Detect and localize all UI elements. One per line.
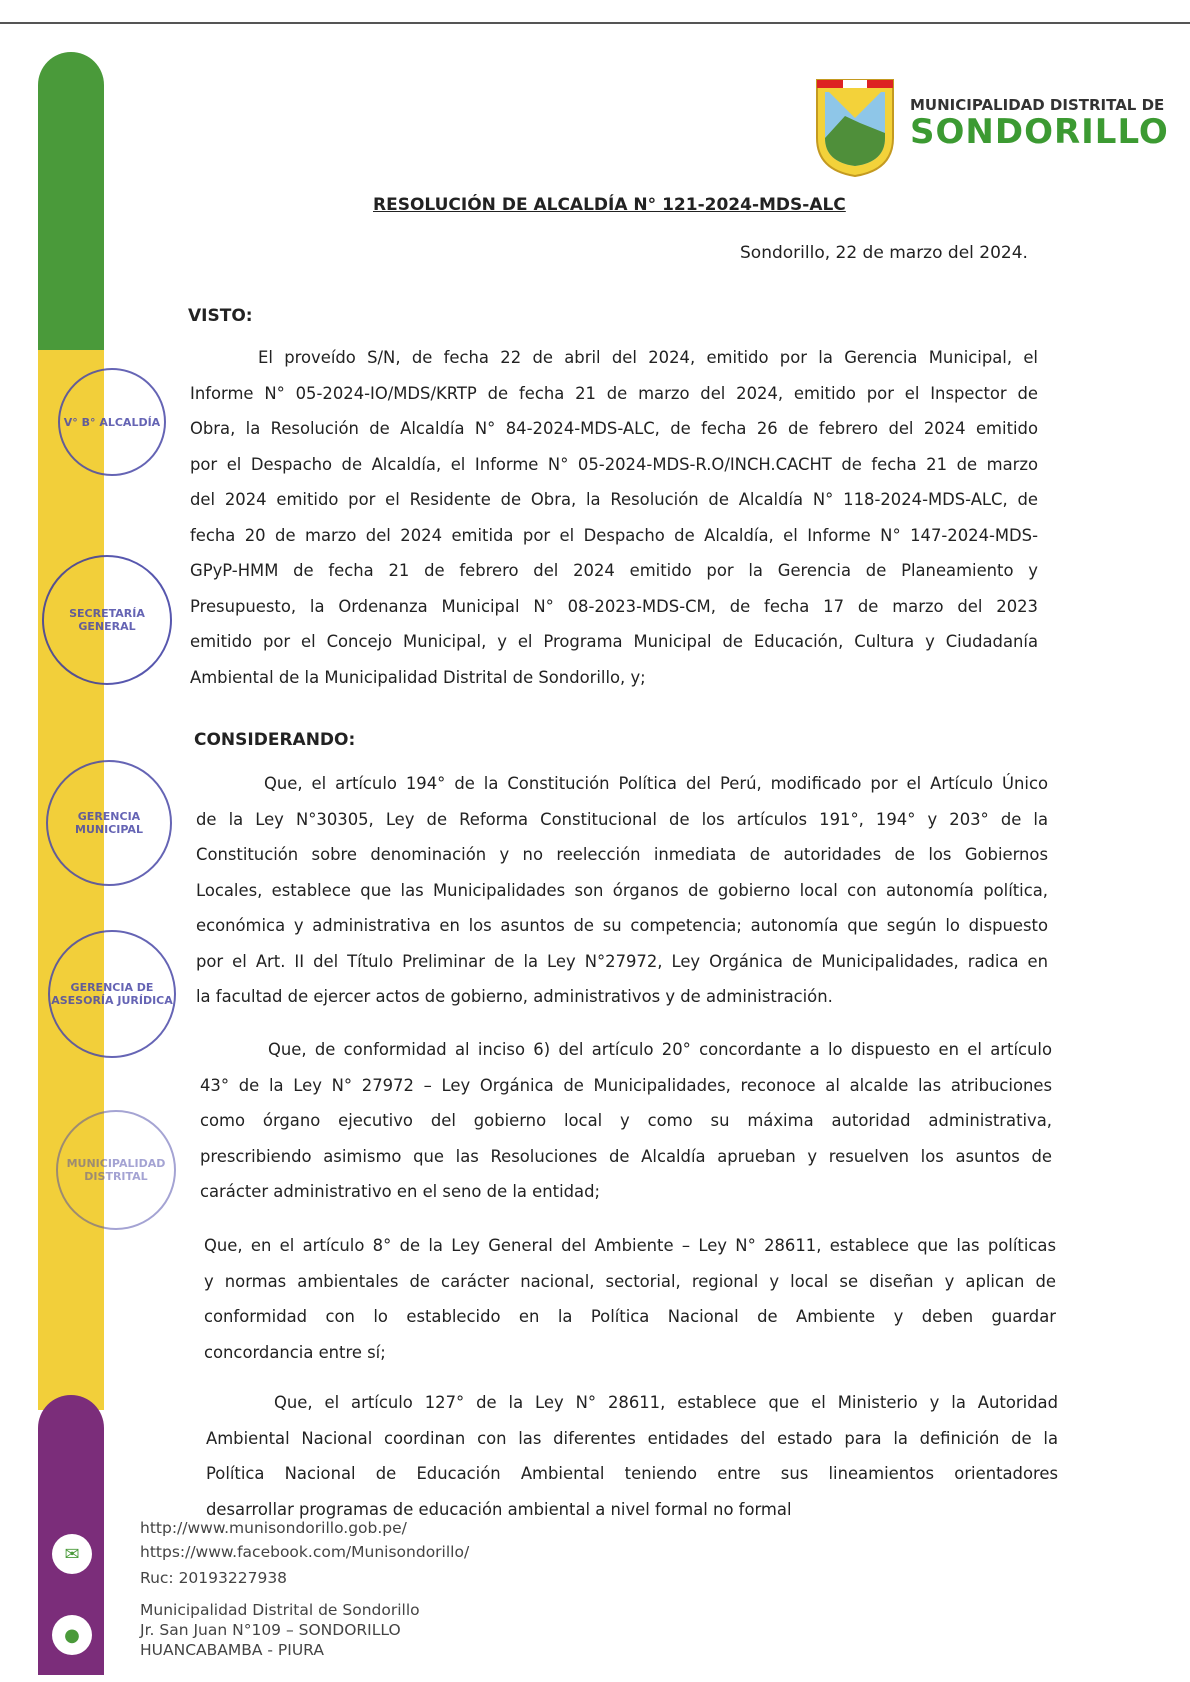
org-name-line2: SONDORILLO — [910, 112, 1169, 152]
text-line: Ambiental de la Municipalidad Distrital de Sondorillo, y; — [190, 667, 646, 687]
footer-address-3: HUANCABAMBA - PIURA — [140, 1641, 324, 1659]
location-pin-icon: ● — [52, 1615, 92, 1655]
text-line: Política Nacional de Educación Ambiental teniendo entre sus lineamientos orientadores — [206, 1464, 1058, 1483]
text-line: Informe N° 05-2024-IO/MDS/KRTP de fecha 21 de marzo del 2024, emitido por el Inspector de — [190, 383, 1038, 403]
text-line: emitido por el Concejo Municipal, y el Programa Municipal de Educación, Cultura y Ciudadanía — [190, 632, 1038, 651]
document-date: Sondorillo, 22 de marzo del 2024. — [740, 243, 1028, 263]
considerando-paragraph-1 — [196, 766, 1048, 1015]
considerando-heading: CONSIDERANDO: — [194, 730, 356, 750]
scan-edge-line — [0, 22, 1190, 24]
text-line: conformidad con lo establecido en la Política Nacional de Ambiente y deben guardar — [204, 1307, 1056, 1326]
text-line: prescribiendo asimismo que las Resoluciones de Alcaldía aprueban y resuelven los asuntos de — [200, 1146, 1052, 1166]
text-line: la facultad de ejercer actos de gobierno, administrativos y de administración. — [196, 987, 833, 1006]
text-line: GPyP-HMM de fecha 21 de febrero del 2024 emitido por la Gerencia de Planeamiento y — [190, 561, 1038, 580]
resolution-title: RESOLUCIÓN DE ALCALDÍA N° 121-2024-MDS-ALC — [373, 195, 846, 215]
text-line: Locales, establece que las Municipalidades son órganos de gobierno local con autonomía política, — [196, 880, 1048, 900]
considerando-paragraph-4 — [206, 1385, 1058, 1527]
text-line: Que, de conformidad al inciso 6) del artículo 20° concordante a lo dispuesto en el artículo — [268, 1040, 1052, 1059]
text-line: desarrollar programas de educación ambiental a nivel formal no formal — [206, 1499, 792, 1519]
visto-heading: VISTO: — [188, 306, 253, 326]
text-line: El proveído S/N, de fecha 22 de abril del 2024, emitido por la Gerencia Municipal, el — [258, 348, 1038, 367]
text-line: concordancia entre sí; — [204, 1342, 386, 1362]
text-line: económica y administrativa en los asuntos de su competencia; autonomía que según lo dispuesto — [196, 916, 1048, 935]
text-line: Obra, la Resolución de Alcaldía N° 84-2024-MDS-ALC, de fecha 26 de febrero del 2024 emitido — [190, 419, 1038, 438]
considerando-paragraph-2 — [200, 1032, 1052, 1210]
text-line: Ambiental Nacional coordinan con las diferentes entidades del estado para la definición de la — [206, 1428, 1058, 1448]
stamp-asesoria-juridica: GERENCIA DE ASESORÍA JURÍDICA — [48, 930, 176, 1058]
text-line: 43° de la Ley N° 27972 – Ley Orgánica de Municipalidades, reconoce al alcalde las atribuciones — [200, 1075, 1052, 1095]
text-line: como órgano ejecutivo del gobierno local y como su máxima autoridad administrativa, — [200, 1111, 1052, 1130]
municipal-shield-logo — [815, 78, 895, 178]
footer-website: http://www.munisondorillo.gob.pe/ — [140, 1519, 407, 1537]
footer-address-1: Municipalidad Distrital de Sondorillo — [140, 1601, 420, 1619]
text-line: Que, el artículo 127° de la Ley N° 28611, establece que el Ministerio y la Autoridad — [274, 1393, 1058, 1412]
footer-ruc: Ruc: 20193227938 — [140, 1569, 288, 1587]
considerando-paragraph-3 — [204, 1228, 1056, 1370]
footer-facebook: https://www.facebook.com/Munisondorillo/ — [140, 1543, 470, 1561]
text-line: Que, en el artículo 8° de la Ley General del Ambiente – Ley N° 28611, establece que las políticas — [204, 1236, 1056, 1255]
text-line: fecha 20 de marzo del 2024 emitida por el Despacho de Alcaldía, el Informe N° 147-2024-MDS- — [190, 525, 1038, 545]
text-line: por el Art. II del Título Preliminar de la Ley N°27972, Ley Orgánica de Municipalidades, radica en — [196, 951, 1048, 971]
text-line: de la Ley N°30305, Ley de Reforma Constitucional de los artículos 191°, 194° y 203° de la — [196, 809, 1048, 829]
text-line: Que, el artículo 194° de la Constitución Política del Perú, modificado por el Artículo Único — [264, 774, 1048, 793]
stamp-gerencia-municipal: GERENCIA MUNICIPAL — [46, 760, 172, 886]
stamp-faded: MUNICIPALIDAD DISTRITAL — [56, 1110, 176, 1230]
footer-address-2: Jr. San Juan N°109 – SONDORILLO — [140, 1621, 401, 1639]
text-line: Presupuesto, la Ordenanza Municipal N° 08-2023-MDS-CM, de fecha 17 de marzo del 2023 — [190, 596, 1038, 616]
stamp-secretaria: SECRETARÍA GENERAL — [42, 555, 172, 685]
stamp-alcaldia: V° B° ALCALDÍA — [58, 368, 166, 476]
mail-icon: ✉ — [52, 1534, 92, 1574]
decor-stripe-green — [38, 52, 104, 352]
org-name-line1: MUNICIPALIDAD DISTRITAL DE — [910, 96, 1165, 114]
visto-paragraph — [190, 340, 1038, 695]
text-line: y normas ambientales de carácter nacional, sectorial, regional y local se diseñan y aplican de — [204, 1271, 1056, 1291]
text-line: por el Despacho de Alcaldía, el Informe N° 05-2024-MDS-R.O/INCH.CACHT de fecha 21 de marzo — [190, 454, 1038, 474]
text-line: Constitución sobre denominación y no reelección inmediata de autoridades de los Gobiernos — [196, 845, 1048, 864]
text-line: carácter administrativo en el seno de la entidad; — [200, 1182, 601, 1201]
text-line: del 2024 emitido por el Residente de Obra, la Resolución de Alcaldía N° 118-2024-MDS-ALC, de — [190, 490, 1038, 509]
